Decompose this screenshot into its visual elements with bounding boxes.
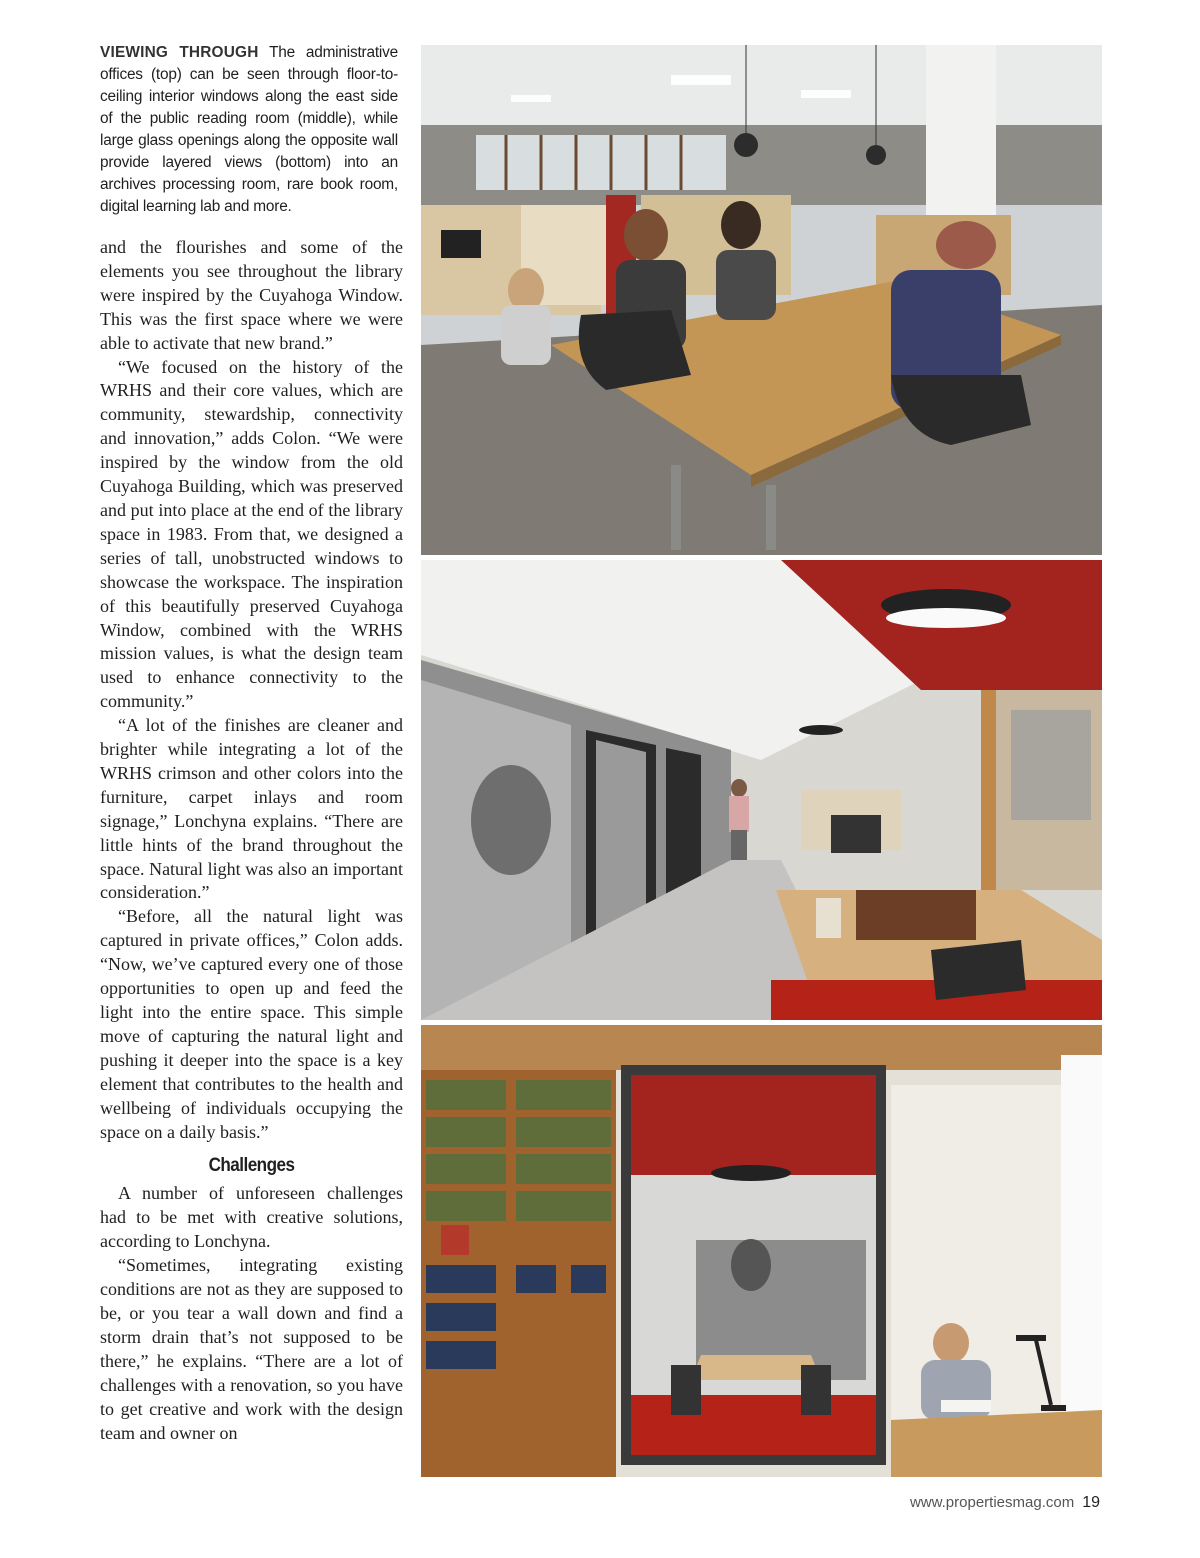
article-paragraph: A number of unforeseen challenges had to be met with creative solutions, according to Lonchyna. [100,1183,403,1252]
caption-lead: VIEWING THROUGH [100,44,259,61]
photo-administrative-offices [421,45,1102,555]
photo-public-reading-room [421,560,1102,1020]
photo-caption [100,42,398,218]
article-body [100,236,403,1445]
article-paragraph: “Sometimes, integrating existing conditions are not as they are supposed to be, or you tear a wall down and find a storm drain that’s not supposed to be there,” he explains. “There are a lot of challenges with a renovation, so you have to get creative and work with the design team and owner on [100,1255,403,1443]
page-number: 19 [1082,1494,1100,1511]
photo-rare-book-room [421,1025,1102,1477]
office-scene-illustration [421,45,1102,555]
article-paragraph: “We focused on the history of the WRHS and their core values, which are community, stewardship, connectivity and innovation,” adds Colon. “We were inspired by the window from the old Cuyahoga Building, which was preserved and put into place at the end of the library space in 1983. From that, we designed a series of tall, unobstructed windows to showcase the workspace. The inspiration of this beautifully preserved Cuyahoga Window, combined with the WRHS mission values, is what the design team used to enhance connectivity to the community.” [100,356,403,712]
reading-room-scene-illustration [421,560,1102,1020]
article-paragraph: “Before, all the natural light was captured in private offices,” Colon adds. “Now, we’ve captured every one of those opportunities to open up and feed the light into the entire space. This simple move of capturing the natural light and pushing it deeper into the space is a key element that contributes to the health and wellbeing of individuals occupying the space on a daily basis.” [100,906,403,1142]
article-paragraph: and the flourishes and some of the elements you see throughout the library were inspired by the Cuyahoga Window. This was the first space where we were able to activate that new brand.” [100,237,403,353]
caption-text: The administrative offices (top) can be seen through floor-to-ceiling interior windows along the east side of the public reading room (middle), while large glass openings along the opposite wall provide layered views (bottom) into an archives processing room, rare book room, digital learning lab and more. [100,44,398,215]
section-heading: Challenges [208,1155,295,1177]
article-paragraph: “A lot of the finishes are cleaner and brighter while integrating a lot of the WRHS crimson and other colors into the furniture, carpet inlays and room signage,” Lonchyna explains. “There are little hints of the brand throughout the space. Natural light was also an important consideration.” [100,715,403,903]
footer-url: www.propertiesmag.com [909,1494,1075,1511]
rare-book-scene-illustration [421,1025,1102,1477]
page-footer [910,1494,1100,1512]
